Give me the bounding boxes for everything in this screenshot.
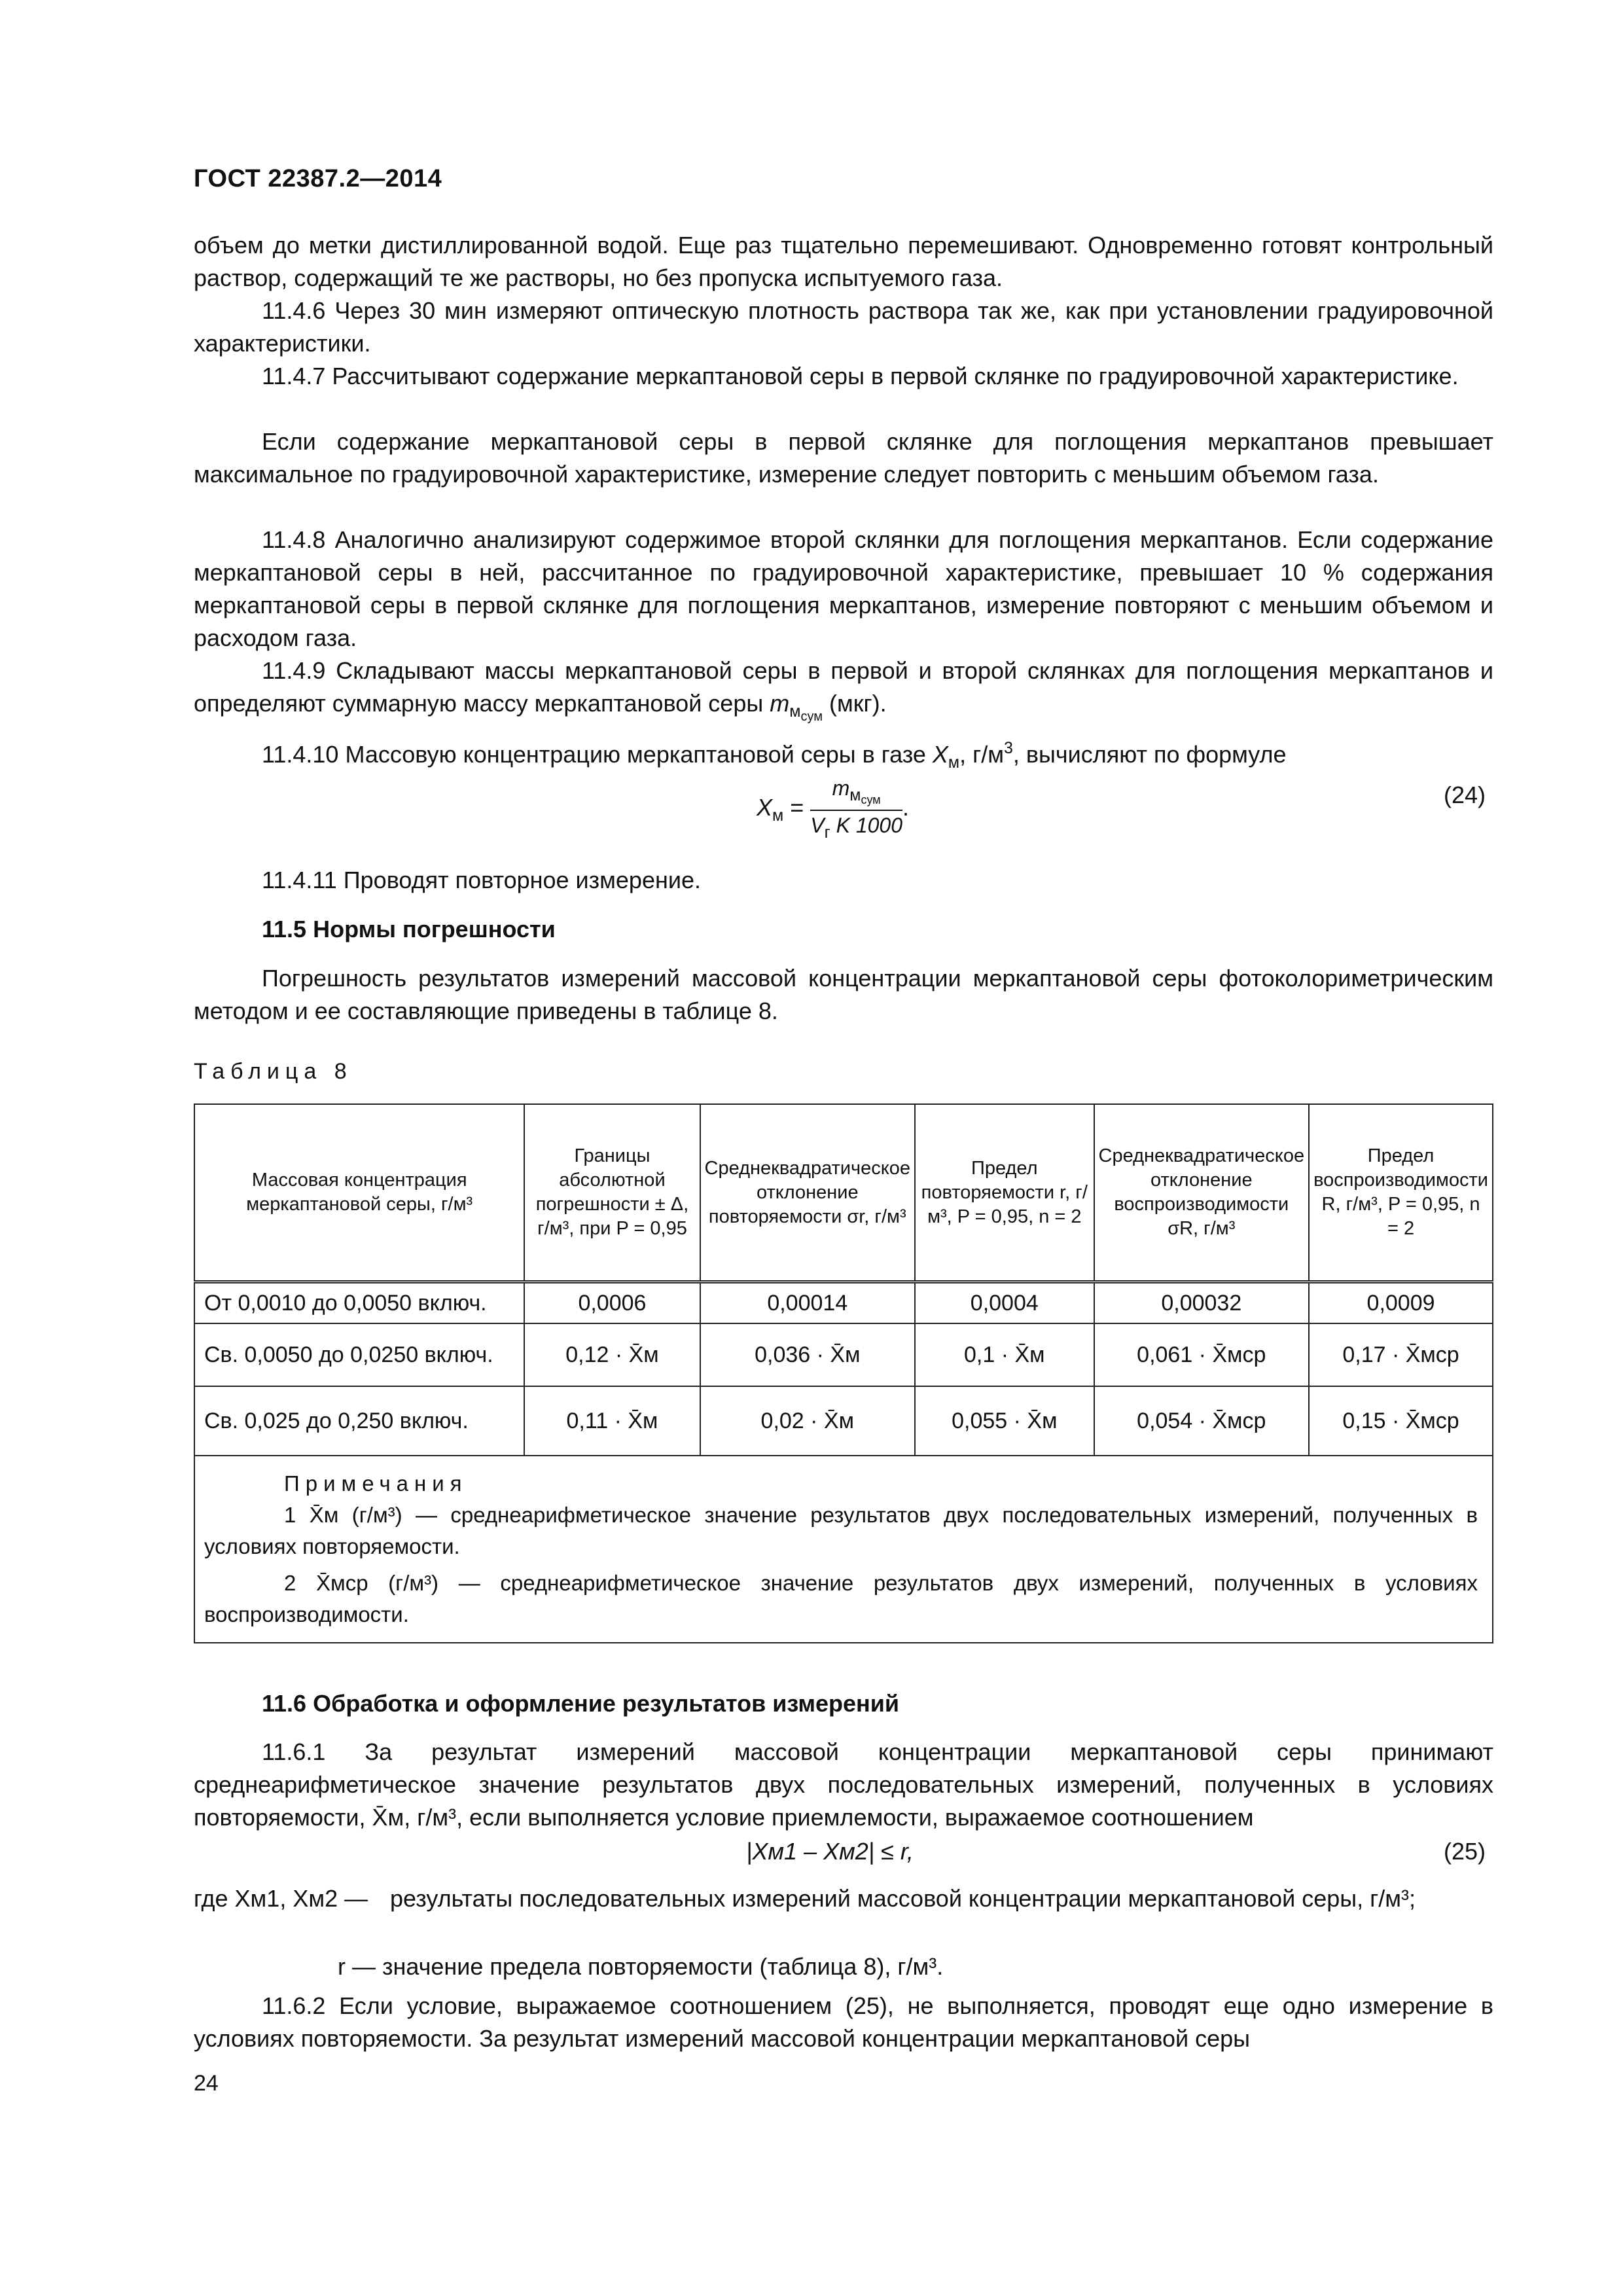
table-cell: 0,00014 bbox=[700, 1282, 916, 1324]
table-cell: Св. 0,025 до 0,250 включ. bbox=[194, 1386, 524, 1456]
table-cell: 0,15 · X̄мср bbox=[1309, 1386, 1493, 1456]
table-row bbox=[194, 1323, 1493, 1386]
paragraph-11-4-11: 11.4.11 Проводят повторное измерение. bbox=[262, 867, 701, 893]
paragraph-11-4-7: 11.4.7 Рассчитывают содержание меркаптановой серы в первой склянке по градуировочной характеристике. bbox=[262, 363, 1459, 389]
paragraph-overflow-note: Если содержание меркаптановой серы в первой склянке для поглощения меркаптанов превышает максимальное по градуировочной характеристике, измерение следует повторить с меньшим объемом газа. bbox=[194, 428, 1493, 488]
paragraph-11-6-2: 11.6.2 Если условие, выражаемое соотношением (25), не выполняется, проводят еще одно измерение в условиях повторяемости. За результат измерений массовой концентрации меркаптановой серы bbox=[194, 1992, 1493, 2052]
note-2: 2 X̄мср (г/м³) — среднеарифметическое значение результатов двух измерений, полученных в условиях воспроизводимости. bbox=[204, 1571, 1478, 1626]
paragraph-continuation: объем до метки дистиллированной водой. Еще раз тщательно перемешивают. Одновременно готовят контрольный раствор, содержащий те же растворы, но без пропуска испытуемого газа. bbox=[194, 232, 1493, 291]
paragraph-11-6-1: 11.6.1 За результат измерений массовой концентрации меркаптановой серы принимают среднеарифметическое значение результатов двух последовательных измерений, полученных в условиях повторяемости, X̄м, г/м³, если выполняется условие приемлемости, выражаемое соотношением bbox=[194, 1738, 1493, 1831]
paragraph-11-4-10: 11.4.10 Массовую концентрацию меркаптановой серы в газе $X_м$, $г/м^3$, вычисляют по формуле bbox=[262, 739, 1287, 772]
table-cell: 0,11 · X̄м bbox=[524, 1386, 700, 1456]
table-cell: 0,00032 bbox=[1094, 1282, 1310, 1324]
table-header-cell: Среднеквадратическое отклонение повторяемости σr, г/м³ bbox=[700, 1104, 916, 1282]
where-r-definition: r — значение предела повторяемости (таблица 8), г/м³. bbox=[338, 1953, 944, 1980]
table-header-cell: Среднеквадратическое отклонение воспроизводимости σR, г/м³ bbox=[1094, 1104, 1310, 1282]
table-cell: 0,0006 bbox=[524, 1282, 700, 1324]
table-8 bbox=[194, 1103, 1493, 1643]
paragraph-11-5-text: Погрешность результатов измерений массовой концентрации меркаптановой серы фотоколориметрическим методом и ее составляющие приведены в таблице 8. bbox=[194, 965, 1493, 1024]
page-number: 24 bbox=[194, 2071, 219, 2096]
table-cell: 0,12 · X̄м bbox=[524, 1323, 700, 1386]
table-header-cell: Массовая концентрация меркаптановой серы, г/м³ bbox=[194, 1104, 524, 1282]
table-cell: 0,1 · X̄м bbox=[915, 1323, 1094, 1386]
table-cell: 0,17 · X̄мср bbox=[1309, 1323, 1493, 1386]
table-header-cell: Предел воспроизводимости R, г/м³, P = 0,95, n = 2 bbox=[1309, 1104, 1493, 1282]
table-cell: 0,055 · X̄м bbox=[915, 1386, 1094, 1456]
table-cell: 0,0004 bbox=[915, 1282, 1094, 1324]
formula-24-fraction: $\frac{m_{м_{сум}}}{V_г K 1000}$ bbox=[810, 776, 903, 842]
table-cell: 0,0009 bbox=[1309, 1282, 1493, 1324]
table-header-row bbox=[194, 1104, 1493, 1282]
table-cell: 0,02 · X̄м bbox=[700, 1386, 916, 1456]
heading-11-6: 11.6 Обработка и оформление результатов измерений bbox=[262, 1690, 900, 1717]
table-cell: 0,036 · X̄м bbox=[700, 1323, 916, 1386]
table-caption: Таблица 8 bbox=[194, 1059, 353, 1084]
table-row bbox=[194, 1386, 1493, 1456]
table-notes bbox=[194, 1456, 1493, 1643]
paragraph-11-4-9-text: 11.4.9 Складывают массы меркаптановой серы в первой и второй склянках для поглощения меркаптанов и определяют суммарную массу меркаптановой серы bbox=[194, 657, 1493, 717]
table-cell: 0,061 · X̄мср bbox=[1094, 1323, 1310, 1386]
table-cell: 0,054 · X̄мср bbox=[1094, 1386, 1310, 1456]
where-definition: результаты последовательных измерений массовой концентрации меркаптановой серы, г/м³; bbox=[390, 1885, 1416, 1912]
table-notes-row bbox=[194, 1456, 1493, 1643]
note-1: 1 X̄м (г/м³) — среднеарифметическое значение результатов двух последовательных измерений, полученных в условиях повторяемости. bbox=[204, 1503, 1478, 1558]
paragraph-11-4-9: 11.4.9 Складывают массы меркаптановой серы в первой и второй склянках для поглощения меркаптанов и определяют суммарную массу меркаптановой серы $m_{м_{сум}}$ (мкг). bbox=[194, 657, 1493, 724]
formula-25-number: (25) bbox=[1444, 1838, 1486, 1865]
formula-24: $X_м$ = $\frac{m_{м_{сум}}}{V_г K 1000}$ . bbox=[757, 776, 910, 842]
where-term: где Xм1, Xм2 — bbox=[194, 1885, 368, 1912]
notes-title: Примечания bbox=[284, 1471, 468, 1496]
paragraph-11-4-6: 11.4.6 Через 30 мин измеряют оптическую плотность раствора так же, как при установлении градуировочной характеристики. bbox=[194, 297, 1493, 357]
heading-11-5: 11.5 Нормы погрешности bbox=[262, 916, 556, 942]
table-cell: От 0,0010 до 0,0050 включ. bbox=[194, 1282, 524, 1324]
formula-25: |Xм1 – Xм2| ≤ r, bbox=[746, 1838, 914, 1865]
table-row bbox=[194, 1282, 1493, 1324]
table-header-cell: Предел повторяемости r, г/м³, P = 0,95, n = 2 bbox=[915, 1104, 1094, 1282]
paragraph-11-4-8: 11.4.8 Аналогично анализируют содержимое второй склянки для поглощения меркаптанов. Если содержание меркаптановой серы в ней, рассчитанное по градуировочной характеристике, превышает 10 % содержания меркаптановой серы в первой склянке для поглощения меркаптанов, измерение повторяют с меньшим объемом и расходом газа. bbox=[194, 526, 1493, 651]
table-cell: Св. 0,0050 до 0,0250 включ. bbox=[194, 1323, 524, 1386]
formula-24-number: (24) bbox=[1444, 781, 1486, 808]
table-header-cell: Границы абсолютной погрешности ± Δ, г/м³, при P = 0,95 bbox=[524, 1104, 700, 1282]
document-header: ГОСТ 22387.2—2014 bbox=[194, 165, 442, 192]
